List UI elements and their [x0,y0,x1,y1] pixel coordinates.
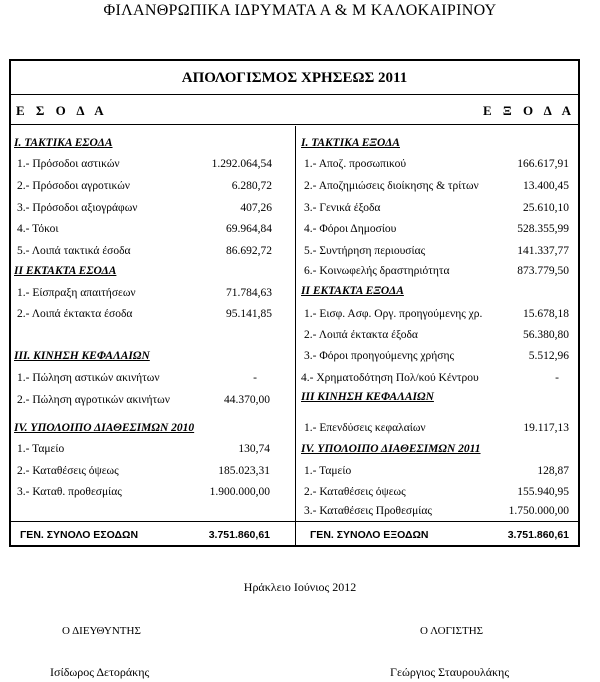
income-row-label: 4.- Τόκοι [17,223,59,235]
income-row-value: 6.280,72 [231,180,272,192]
income-row-label: 1.- Πώληση αστικών ακινήτων [17,372,160,384]
expenses-row-label: 4.- Χρηματοδότηση Πολ/κού Κέντρου [301,372,479,384]
expenses-row-value: 56.380,80 [523,329,569,341]
expenses-row-label: 2.- Λοιπά έκτακτα έξοδα [304,329,418,341]
income-category-extraordinary: ΙΙ ΕΚΤΑΚΤΑ ΕΣΟΔΑ [14,265,117,277]
title-rule [9,94,580,95]
expenses-row-label: 6.- Κοινωφελής δραστηριότητα [304,265,450,277]
income-row-label: 1.- Είσπραξη απαιτήσεων [17,287,136,299]
income-category-capital: ΙΙΙ. ΚΙΝΗΣΗ ΚΕΦΑΛΑΙΩΝ [14,350,150,362]
income-row-label: 2.- Λοιπά έκτακτα έσοδα [17,308,133,320]
expenses-category-extraordinary: ΙΙ ΕΚΤΑΚΤΑ ΕΞΟΔΑ [301,285,404,297]
income-row-value: 44.370,00 [224,394,270,406]
expenses-heading: Ε Ξ Ο Δ Α [483,103,575,118]
income-row-label: 1.- Πρόσοδοι αστικών [17,158,120,170]
expenses-row-label: 1.- Επενδύσεις κεφαλαίων [304,422,426,434]
statement-title: ΑΠΟΛΟΓΙΣΜΟΣ ΧΡΗΣΕΩΣ 2011 [181,70,408,86]
income-row-label: 5.- Λοιπά τακτικά έσοδα [17,245,131,257]
expenses-row-value: 25.610,10 [523,202,569,214]
income-category-regular: Ι. ΤΑΚΤΙΚΑ ΕΣΟΔΑ [14,137,113,149]
expenses-row-label: 1.- Ταμείο [304,465,352,477]
totals-divider [295,521,296,545]
expenses-row-value: 5.512,96 [528,350,569,362]
income-row-label: 3.- Καταθ. προθεσμίας [17,486,122,498]
income-row-label: 3.- Πρόσοδοι αξιογράφων [17,202,138,214]
income-row-value: - [253,372,257,384]
expenses-row-value: 13.400,45 [523,180,569,192]
expenses-row-label: 3.- Φόροι προηγούμενης χρήσης [304,350,455,362]
expenses-row-label: 1.- Εισφ. Ασφ. Οργ. προηγούμενης χρ. [304,308,483,320]
column-divider [295,126,296,521]
income-total-value: 3.751.860,61 [208,529,270,541]
expenses-row-value: 155.940,95 [517,486,569,498]
income-row-label: 2.- Πρόσοδοι αγροτικών [17,180,130,192]
income-row-label: 2.- Καταθέσεις όψεως [17,465,119,477]
income-row-label: 2.- Πώληση αγροτικών ακινήτων [17,394,170,406]
expenses-row-label: 2.- Καταθέσεις όψεως [304,486,406,498]
income-row-value: 130,74 [238,443,270,455]
expenses-row-value: 19.117,13 [523,422,569,434]
expenses-total-label: ΓΕΝ. ΣΥΝΟΛΟ ΕΞΟΔΩΝ [310,529,429,541]
expenses-row-value: 166.617,91 [517,158,569,170]
income-row-value: 86.692,72 [226,245,272,257]
income-row-value: 1.900.000,00 [209,486,270,498]
expenses-row-value: 128,87 [537,465,569,477]
organization-header: ΦΙΛΑΝΘΡΩΠΙΚΑ ΙΔΡΥΜΑΤΑ Α & Μ ΚΑΛΟΚΑΙΡΙΝΟΥ [103,2,497,19]
income-row-value: 71.784,63 [226,287,272,299]
income-total-label: ΓΕΝ. ΣΥΝΟΛΟ ΕΣΟΔΩΝ [20,529,139,541]
income-row-value: 407,26 [240,202,272,214]
director-name: Ισίδωρος Δετοράκης [50,665,150,679]
director-role: Ο ΔΙΕΥΘΥΝΤΗΣ [62,625,141,637]
expenses-row-value: 873.779,50 [517,265,569,277]
income-category-balance: IV. ΥΠΟΛΟΙΠΟ ΔΙΑΘΕΣΙΜΩΝ 2010 [14,422,195,434]
expenses-row-label: 3.- Καταθέσεις Προθεσμίας [304,505,432,517]
income-row-value: 1.292.064,54 [211,158,272,170]
expenses-row-value: 15.678,18 [523,308,569,320]
expenses-row-label: 3.- Γενικά έξοδα [304,202,381,214]
place-date: Ηράκλειο Ιούνιος 2012 [243,580,357,594]
expenses-row-value: 141.337,77 [517,245,569,257]
expenses-row-label: 5.- Συντήρηση περιουσίας [304,245,426,257]
income-heading: Ε Σ Ο Δ Α [16,103,108,118]
income-row-value: 185.023,31 [218,465,270,477]
income-row-value: 95.141,85 [226,308,272,320]
expenses-row-value: 528.355,99 [517,223,569,235]
expenses-total-value: 3.751.860,61 [507,529,569,541]
expenses-row-value: 1.750.000,00 [508,505,569,517]
expenses-row-value: - [555,372,559,384]
expenses-row-label: 2.- Αποζημιώσεις διοίκησης & τρίτων [304,180,479,192]
heading-rule [9,124,580,125]
income-row-label: 1.- Ταμείο [17,443,65,455]
accountant-role: Ο ΛΟΓΙΣΤΗΣ [420,625,484,637]
income-row-value: 69.964,84 [226,223,272,235]
expenses-row-label: 1.- Αποζ. προσωπικού [304,158,407,170]
expenses-row-label: 4.- Φόροι Δημοσίου [304,223,397,235]
accountant-name: Γεώργιος Σταυρουλάκης [390,665,510,679]
expenses-category-balance: IV. ΥΠΟΛΟΙΠΟ ΔΙΑΘΕΣΙΜΩΝ 2011 [301,443,481,455]
expenses-category-regular: Ι. ΤΑΚΤΙΚΑ ΕΞΟΔΑ [301,137,400,149]
expenses-category-capital: ΙΙΙ ΚΙΝΗΣΗ ΚΕΦΑΛΑΙΩΝ [301,391,434,403]
